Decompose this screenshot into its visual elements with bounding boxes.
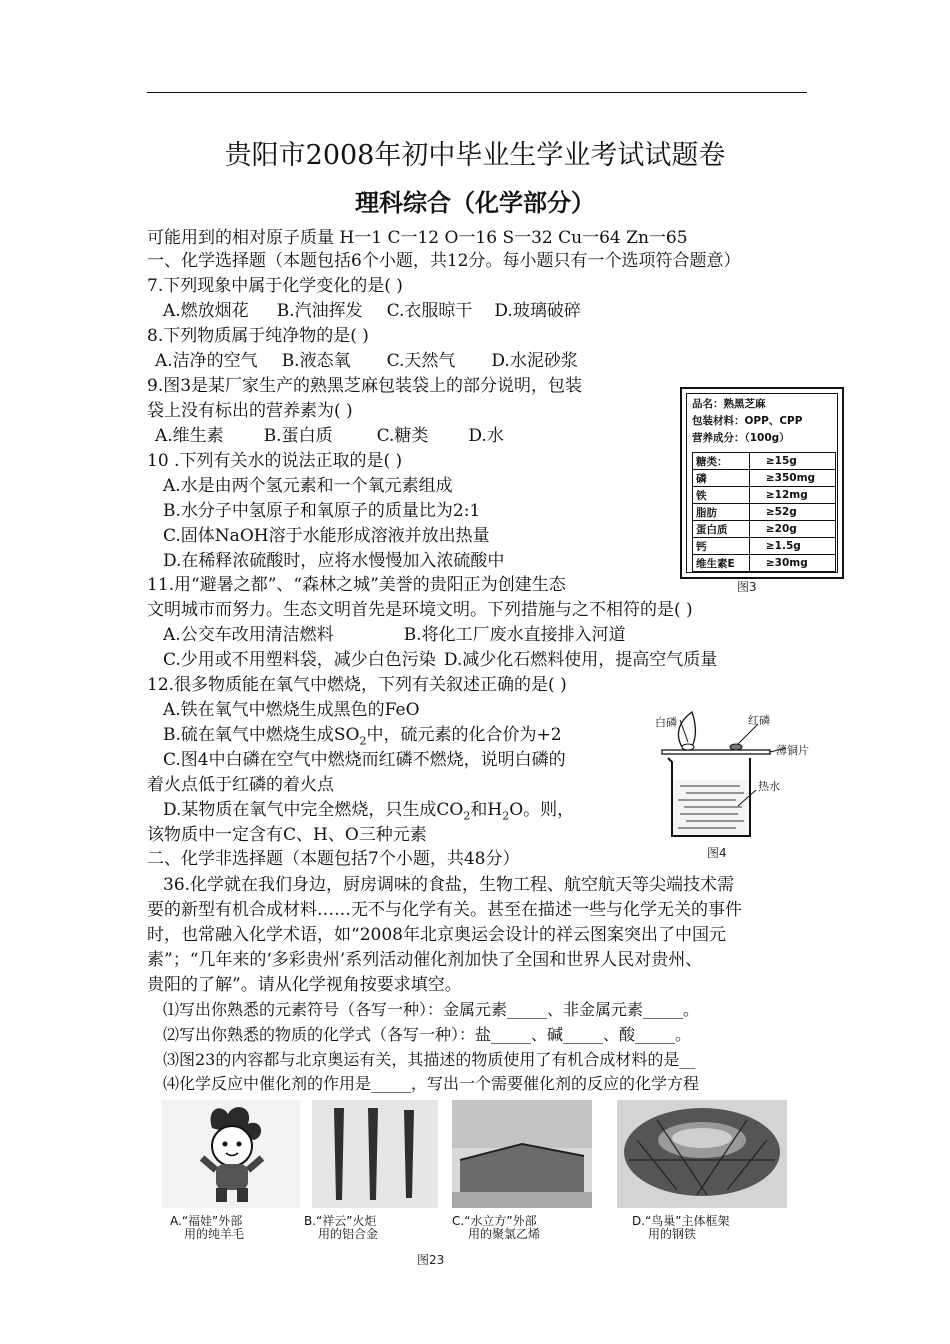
fig3-nutrition-header: 营养成分：（100g） [692,432,790,444]
fig23-label-d-2: 用的钢铁 [648,1227,697,1241]
q11-option-d: D.减少化石燃料使用，提高空气质量 [443,650,718,670]
q36-para-2: 要的新型有机合成材料……无不与化学有关。甚至在描述一些与化学无关的事件 [147,900,742,920]
q9-stem-1: 9.图3是某厂家生产的熟黑芝麻包装袋上的部分说明，包装 [147,376,583,396]
birds-nest-image [617,1100,787,1208]
q11-option-a: A.公交车改用清洁燃料 [163,625,334,645]
q36-sub-3: ⑶图23的内容都与北京奥运有关，其描述的物质使用了有机合成材料的是__ [163,1050,696,1069]
q12-option-d-1: D.某物质在氧气中完全燃烧，只生成$CO_2$和$H_2O$。则， [163,800,575,823]
copper-sheet [662,750,770,754]
q8-option-b: B.液态氧 [281,351,351,371]
q36-sub-1: ⑴写出你熟悉的元素符号（各写一种）：金属元素_____、非金属元素_____。 [163,1000,700,1019]
fig23-panel-a [162,1100,300,1208]
section1-heading: 一、化学选择题（本题包括6个小题，共12分。每小题只有一个选项符合题意） [147,251,741,271]
fig3-nutrition-row [693,453,836,470]
torch-image [312,1100,438,1208]
q8-option-a: A.洁净的空气 [155,351,258,371]
fig3-nutrient-value: ≥30mg [749,555,835,572]
fig23-panel-c [452,1100,592,1208]
q12-option-d-2: 该物质中一定含有C、H、O三种元素 [147,825,427,845]
fig3-product-name: 品名：熟黑芝麻 [692,398,766,410]
q12-stem: 12.很多物质能在氧气中燃烧，下列有关叙述正确的是( ) [147,675,567,695]
q7-options [163,301,581,321]
fig23-label-a-1: A.“福娃”外部 [170,1214,243,1228]
fig3-nutrition-row [693,487,836,504]
exam-title: 贵阳市2008年初中毕业生学业考试试题卷 [224,140,726,171]
fig3-nutrient-name: 磷 [693,470,750,487]
q12-option-c-2: 着火点低于红磷的着火点 [147,775,334,795]
white-phosphorus [682,744,694,750]
fig3-nutrient-value: ≥15g [749,453,835,470]
fig23-label-b-2: 用的铝合金 [318,1227,379,1241]
q9-option-c: C.糖类 [376,426,429,446]
fig3-nutrient-value: ≥12mg [749,487,835,504]
fig23-label-c-1: C.“水立方”外部 [452,1214,537,1228]
fig3-nutrition-row [693,555,836,572]
fig3-caption: 图3 [737,580,757,594]
fig3-nutrient-name: 铁 [693,487,750,504]
q36-para-1: 36.化学就在我们身边，厨房调味的食盐，生物工程、航空航天等尖端技术需 [163,875,735,895]
q7-option-d: D.玻璃破碎 [494,301,581,321]
q36-sub-2: ⑵写出你熟悉的物质的化学式（各写一种）：盐_____、碱_____、酸_____。 [163,1025,692,1044]
q36-sub-4: ⑷化学反应中催化剂的作用是_____，写出一个需要催化剂的反应的化学方程 [163,1074,700,1093]
fig3-nutrient-value: ≥52g [749,504,835,521]
fig23-label-d-1: D.“鸟巢”主体框架 [632,1214,730,1228]
q12-option-c-1: C.图4中白磷在空气中燃烧而红磷不燃烧，说明白磷的 [163,750,566,770]
q11-options-ab [163,625,626,645]
q12-option-b: B.硫在氧气中燃烧生成$SO_2$中，硫元素的化合价为+2 [163,725,562,748]
fig3-nutrient-value: ≥20g [749,521,835,538]
water-cube-image [452,1100,592,1208]
q11-options-cd [163,650,717,670]
q8-stem: 8.下列物质属于纯净物的是( ) [147,326,369,346]
fig3-nutrition-row [693,538,836,555]
fig3-nutrition-table [692,452,836,572]
fig3-nutrient-name: 糖类： [693,453,750,470]
fig23-caption: 图23 [417,1253,445,1267]
fig3-nutrient-name: 蛋白质 [693,521,750,538]
fig4-red-p-label: 红磷 [748,714,770,727]
fig4-caption: 图4 [707,846,727,860]
q10-option-d: D.在稀释浓硫酸时，应将水慢慢加入浓硫酸中 [163,551,505,571]
section2-heading: 二、化学非选择题（本题包括7个小题，共48分） [147,849,520,869]
q7-option-b: B.汽油挥发 [276,301,363,321]
q7-option-c: C.衣服晾干 [386,301,473,321]
fig23-panel-d [617,1100,787,1208]
fig3-packaging: 包装材料：OPP、CPP [692,415,803,427]
q9-options [155,426,504,446]
red-phosphorus [730,744,742,750]
fig23-label-c-2: 用的聚氯乙烯 [468,1227,541,1241]
fig4-copper-label: 薄铜片 [776,744,809,757]
q8-option-c: C.天然气 [386,351,456,371]
fig23-panel-b [312,1100,438,1208]
q8-option-d: D.水泥砂浆 [491,351,578,371]
q7-option-a: A.燃放烟花 [163,301,249,321]
q10-option-c: C.固体NaOH溶于水能形成溶液并放出热量 [163,526,490,546]
q11-option-b: B.将化工厂废水直接排入河道 [403,625,626,645]
fig3-nutrient-value: ≥350mg [749,470,835,487]
atomic-masses: 可能用到的相对原子质量 H一1 C一12 O一16 S一32 Cu一64 Zn一65 [147,228,688,248]
fig3-nutrition-row [693,521,836,538]
q36-para-3: 时，也常融入化学术语，如“2008年北京奥运会设计的祥云图案突出了中国元 [147,925,726,945]
q12-option-a: A.铁在氧气中燃烧生成黑色的FeO [163,700,420,720]
q7-stem: 7.下列现象中属于化学变化的是( ) [147,276,403,296]
q36-para-5: 贵阳的了解”。请从化学视角按要求填空。 [147,975,462,995]
q9-option-d: D.水 [468,426,504,446]
q10-option-b: B.水分子中氢原子和氧原子的质量比为2:1 [163,501,481,521]
exam-subtitle: 理科综合（化学部分） [355,189,595,217]
fig23-label-a-2: 用的纯羊毛 [184,1227,245,1241]
fig3-nutrient-name: 脂肪 [693,504,750,521]
q11-stem-2: 文明城市而努力。生态文明首先是环境文明。下列措施与之不相符的是( ) [147,600,693,620]
top-rule [147,92,807,93]
fig3-nutrition-row [693,470,836,487]
fuwa-mascot-image [162,1100,300,1208]
q11-option-c: C.少用或不用塑料袋，减少白色污染 [163,650,436,670]
fig3-nutrition-row [693,504,836,521]
q8-options [155,351,578,371]
fig4-white-p-label: 白磷 [655,716,677,729]
fig4-water-label: 热水 [758,780,780,793]
q9-option-a: A.维生素 [155,426,224,446]
fig3-nutrient-name: 钙 [693,538,750,555]
q10-stem: 10 .下列有关水的说法正取的是( ) [147,451,403,471]
fig3-nutrient-value: ≥1.5g [749,538,835,555]
figure-23 [162,1100,790,1258]
fig23-label-b-1: B.“祥云”火炬 [304,1214,377,1228]
q9-stem-2: 袋上没有标出的营养素为( ) [147,401,353,421]
q9-option-b: B.蛋白质 [263,426,333,446]
q10-option-a: A.水是由两个氢元素和一个氧元素组成 [163,476,453,496]
fig3-nutrient-name: 维生素E [693,555,750,572]
q36-para-4: 素”；“几年来的‘多彩贵州’系列活动催化剂加快了全国和世界人民对贵州、 [147,950,703,970]
figure-3-label-box [680,387,844,579]
q11-stem-1: 11.用“避暑之都”、“森林之城”美誉的贵阳正为创建生态 [147,575,566,595]
